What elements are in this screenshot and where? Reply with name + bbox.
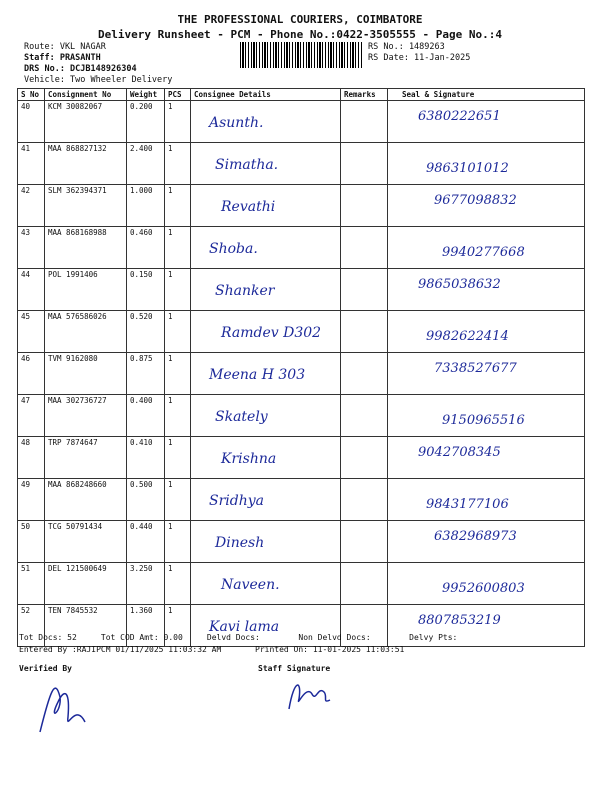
consignee-handwritten-name: Revathi: [221, 199, 276, 215]
remarks-cell: [341, 143, 388, 185]
pcs-cell: 1: [165, 101, 191, 143]
tot-docs: Tot Docs: 52: [19, 633, 77, 642]
consignee-cell: [191, 437, 341, 479]
drs-no: DRS No.: DCJB148926304: [24, 64, 137, 74]
pcs-cell: 1: [165, 563, 191, 605]
weight-cell: 3.250: [127, 563, 165, 605]
pcs-cell: 1: [165, 311, 191, 353]
remarks-cell: [341, 437, 388, 479]
consignee-cell: [191, 395, 341, 437]
weight-cell: 0.460: [127, 227, 165, 269]
consignee-handwritten-name: Shanker: [215, 283, 275, 299]
seal-signature-cell: [388, 101, 585, 143]
table-row: [18, 311, 585, 353]
seal-signature-cell: [388, 437, 585, 479]
entered-line: [19, 645, 404, 654]
weight-cell: 0.400: [127, 395, 165, 437]
consignment-no-cell: POL 1991406: [45, 269, 127, 311]
consignee-handwritten-name: Meena H 303: [209, 367, 306, 383]
handwritten-phone-number: 7338527677: [434, 361, 517, 376]
handwritten-phone-number: 9982622414: [426, 329, 509, 344]
consignment-no-cell: DEL 121500649: [45, 563, 127, 605]
handwritten-phone-number: 8807853219: [418, 613, 501, 628]
consignee-cell: [191, 143, 341, 185]
delvy-pts: Delvy Pts:: [409, 633, 458, 642]
rs-no: RS No.: 1489263: [368, 42, 445, 52]
col-seal: Seal & Signature: [388, 89, 585, 101]
sno-cell: 40: [18, 101, 45, 143]
consignment-no-cell: TCG 50791434: [45, 521, 127, 563]
remarks-cell: [341, 101, 388, 143]
company-title: THE PROFESSIONAL COURIERS, COIMBATORE: [177, 13, 423, 26]
handwritten-phone-number: 9940277668: [442, 245, 525, 260]
consignment-no-cell: MAA 576586026: [45, 311, 127, 353]
weight-cell: 0.440: [127, 521, 165, 563]
sno-cell: 44: [18, 269, 45, 311]
col-weight: Weight: [127, 89, 165, 101]
entered-by: Entered By :RAJIPCM 01/11/2025 11:03:32 AM: [19, 645, 222, 654]
consignee-cell: [191, 563, 341, 605]
handwritten-phone-number: 6380222651: [418, 109, 501, 124]
seal-signature-cell: [388, 395, 585, 437]
consignee-handwritten-name: Ramdev D302: [221, 325, 322, 341]
handwritten-phone-number: 9042708345: [418, 445, 501, 460]
col-remarks: Remarks: [341, 89, 388, 101]
delvd-docs: Delvd Docs:: [206, 633, 260, 642]
seal-signature-cell: [388, 143, 585, 185]
weight-cell: 1.000: [127, 185, 165, 227]
table-row: [18, 269, 585, 311]
consignee-cell: [191, 101, 341, 143]
staff-signature-label: Staff Signature: [258, 664, 331, 673]
consignee-cell: [191, 479, 341, 521]
pcs-cell: 1: [165, 395, 191, 437]
seal-signature-cell: [388, 479, 585, 521]
seal-signature-cell: [388, 227, 585, 269]
handwritten-phone-number: 9677098832: [434, 193, 517, 208]
consignee-cell: [191, 311, 341, 353]
sno-cell: 47: [18, 395, 45, 437]
table-row: [18, 395, 585, 437]
remarks-cell: [341, 311, 388, 353]
sno-cell: 50: [18, 521, 45, 563]
remarks-cell: [341, 395, 388, 437]
table-row: [18, 353, 585, 395]
consignee-handwritten-name: Simatha.: [215, 157, 279, 173]
consignee-cell: [191, 521, 341, 563]
handwritten-phone-number: 9150965516: [442, 413, 525, 428]
handwritten-phone-number: 9843177106: [426, 497, 509, 512]
table-row: [18, 479, 585, 521]
handwritten-phone-number: 9863101012: [426, 161, 509, 176]
rs-date: RS Date: 11-Jan-2025: [368, 53, 471, 63]
remarks-cell: [341, 521, 388, 563]
sno-cell: 45: [18, 311, 45, 353]
pcs-cell: 1: [165, 479, 191, 521]
handwritten-phone-number: 6382968973: [434, 529, 517, 544]
sno-cell: 51: [18, 563, 45, 605]
sno-cell: 43: [18, 227, 45, 269]
col-pcs: PCS: [165, 89, 191, 101]
consignee-handwritten-name: Asunth.: [209, 115, 264, 131]
seal-signature-cell: [388, 269, 585, 311]
table-row: [18, 101, 585, 143]
verified-by-label: Verified By: [19, 664, 72, 673]
remarks-cell: [341, 479, 388, 521]
col-consignee: Consignee Details: [191, 89, 341, 101]
remarks-cell: [341, 227, 388, 269]
pcs-cell: 1: [165, 605, 191, 647]
verifier-signature-mark: [30, 672, 100, 742]
weight-cell: 0.520: [127, 311, 165, 353]
runsheet-table: [17, 88, 585, 647]
sno-cell: 46: [18, 353, 45, 395]
consignee-handwritten-name: Skately: [215, 409, 268, 425]
barcode: [240, 42, 362, 68]
weight-cell: 0.150: [127, 269, 165, 311]
table-row: [18, 185, 585, 227]
sno-cell: 41: [18, 143, 45, 185]
pcs-cell: 1: [165, 185, 191, 227]
sno-cell: 52: [18, 605, 45, 647]
remarks-cell: [341, 563, 388, 605]
route: Route: VKL NAGAR: [24, 42, 106, 52]
tot-cod: Tot COD Amt: 0.00: [100, 633, 183, 642]
weight-cell: 0.410: [127, 437, 165, 479]
consignment-no-cell: MAA 868827132: [45, 143, 127, 185]
vehicle: Vehicle: Two Wheeler Delivery: [24, 75, 173, 85]
consignment-no-cell: MAA 302736727: [45, 395, 127, 437]
meta-right: [368, 42, 470, 64]
consignee-handwritten-name: Sridhya: [209, 493, 264, 509]
table-row: [18, 563, 585, 605]
remarks-cell: [341, 185, 388, 227]
remarks-cell: [341, 353, 388, 395]
handwritten-phone-number: 9865038632: [418, 277, 501, 292]
sno-cell: 49: [18, 479, 45, 521]
table-header-row: [18, 89, 585, 101]
table-row: [18, 227, 585, 269]
pcs-cell: 1: [165, 227, 191, 269]
non-delvd-docs: Non Delvd Docs:: [298, 633, 371, 642]
consignee-cell: [191, 353, 341, 395]
table-row: [18, 143, 585, 185]
table-row: [18, 437, 585, 479]
consignee-handwritten-name: Dinesh: [215, 535, 265, 551]
consignment-no-cell: SLM 362394371: [45, 185, 127, 227]
meta-left: [24, 42, 172, 86]
seal-signature-cell: [388, 185, 585, 227]
sno-cell: 48: [18, 437, 45, 479]
consignee-handwritten-name: Shoba.: [209, 241, 258, 257]
consignment-no-cell: TRP 7874647: [45, 437, 127, 479]
totals-line: [19, 633, 457, 642]
seal-signature-cell: [388, 353, 585, 395]
consignment-no-cell: TEN 7845532: [45, 605, 127, 647]
weight-cell: 0.875: [127, 353, 165, 395]
pcs-cell: 1: [165, 269, 191, 311]
weight-cell: 2.400: [127, 143, 165, 185]
consignment-no-cell: TVM 9162080: [45, 353, 127, 395]
consignment-no-cell: MAA 868248660: [45, 479, 127, 521]
consignee-cell: [191, 227, 341, 269]
consignee-handwritten-name: Kavi lama: [209, 619, 280, 635]
consignee-cell: [191, 185, 341, 227]
consignee-handwritten-name: Naveen.: [221, 577, 280, 593]
sno-cell: 42: [18, 185, 45, 227]
table-row: [18, 521, 585, 563]
weight-cell: 1.360: [127, 605, 165, 647]
pcs-cell: 1: [165, 521, 191, 563]
staff-signature-mark: [284, 674, 334, 714]
handwritten-phone-number: 9952600803: [442, 581, 525, 596]
seal-signature-cell: [388, 563, 585, 605]
col-consignment: Consignment No: [45, 89, 127, 101]
pcs-cell: 1: [165, 143, 191, 185]
consignment-no-cell: KCM 30082067: [45, 101, 127, 143]
remarks-cell: [341, 269, 388, 311]
seal-signature-cell: [388, 311, 585, 353]
seal-signature-cell: [388, 521, 585, 563]
runsheet-subtitle: Delivery Runsheet - PCM - Phone No.:0422-3505555 - Page No.:4: [98, 28, 502, 41]
col-sno: S No: [18, 89, 45, 101]
consignee-cell: [191, 269, 341, 311]
weight-cell: 0.200: [127, 101, 165, 143]
printed-on: Printed On: 11-01-2025 11:03:51: [255, 645, 405, 654]
consignment-no-cell: MAA 868168988: [45, 227, 127, 269]
staff: Staff: PRASANTH: [24, 53, 101, 63]
weight-cell: 0.500: [127, 479, 165, 521]
pcs-cell: 1: [165, 353, 191, 395]
consignee-handwritten-name: Krishna: [221, 451, 277, 467]
pcs-cell: 1: [165, 437, 191, 479]
